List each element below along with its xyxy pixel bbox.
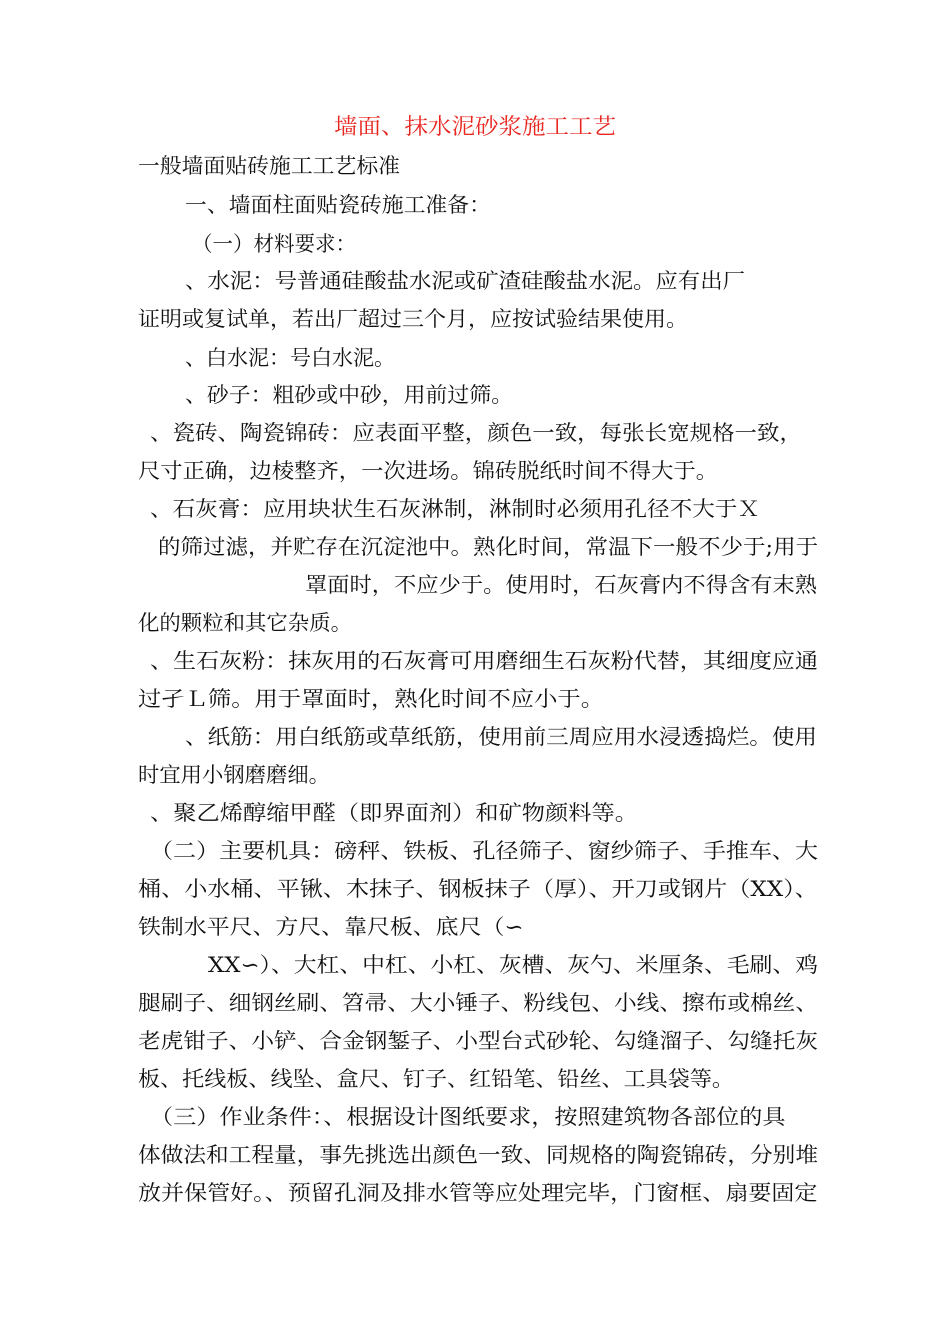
paragraph-line: 桶、小水桶、平锹、木抹子、钢板抹子（厚）、开刀或钢片（XX）、 [138,877,818,901]
paragraph-line: 、白水泥：号白水泥。 [185,346,395,370]
paragraph-line: 、瓷砖、陶瓷锦砖：应表面平整，颜色一致，每张长宽规格一致， [150,421,802,445]
paragraph-line: 体做法和工程量，事先挑选出颜色一致、同规格的陶瓷锦砖，分别堆 [138,1143,819,1167]
paragraph-line: 、水泥：号普通硅酸盐水泥或矿渣硅酸盐水泥。应有出厂 [185,269,745,293]
paragraph-line: 、砂子：粗砂或中砂，用前过筛。 [185,383,513,407]
paragraph-line: 化的颗粒和其它杂质。 [138,611,352,635]
paragraph-line: 、聚乙烯醇缩甲醛（即界面剂）和矿物颜料等。 [150,801,638,825]
paragraph-line: 老虎钳子、小铲、合金钢錾子、小型台式砂轮、勾缝溜子、勾缝托灰 [138,1029,819,1053]
section-heading: 一般墙面贴砖施工工艺标准 [138,154,400,178]
paragraph-line: XX∽）、大杠、中杠、小杠、灰槽、灰勺、米厘条、毛刷、鸡 [208,953,818,977]
paragraph-line: 的筛过滤，并贮存在沉淀池中。熟化时间，常温下一般不少于;用于 [158,535,819,559]
paragraph-line: 过孑Ｌ筛。用于罩面时，熟化时间不应小于。 [138,687,604,711]
paragraph-line: 放并保管好。、预留孔洞及排水管等应处理完毕，门窗框、扇要固定 [138,1181,818,1205]
paragraph-line: 时宜用小钢磨磨细。 [138,763,330,787]
paragraph-line: （三）作业条件：、根据设计图纸要求，按照建筑物各部位的具 [150,1105,786,1129]
paragraph-line: （二）主要机具：磅秤、铁板、孔径筛子、窗纱筛子、手推车、大 [150,839,818,863]
paragraph-line: 证明或复试单，若出厂超过三个月，应按试验结果使用。 [138,307,688,331]
paragraph-line: 、石灰膏：应用块状生石灰淋制，淋制时必须用孔径不大于Ｘ [150,497,760,521]
paragraph-line: 罩面时，不应少于。使用时，石灰膏内不得含有末熟 [305,573,817,597]
paragraph-line: 尺寸正确，边棱整齐，一次进场。锦砖脱纸时间不得大于。 [138,459,718,483]
paragraph-line: 板、托线板、线坠、盒尺、钉子、红铅笔、铅丝、工具袋等。 [138,1067,734,1091]
paragraph-line: 、纸筋：用白纸筋或草纸筋，使用前三周应用水浸透捣烂。使用 [185,725,817,749]
paragraph-line: 、生石灰粉：抹灰用的石灰膏可用磨细生石灰粉代替，其细度应通 [150,649,818,673]
subsection-heading: （一）材料要求： [192,232,356,256]
paragraph-line: 腿刷子、细钢丝刷、笤帚、大小锤子、粉线包、小线、擦布或棉丝、 [138,991,819,1015]
subsection-heading: 一、墙面柱面贴瓷砖施工准备： [185,193,491,217]
document-title: 墙面、抹水泥砂浆施工工艺 [333,115,616,140]
paragraph-line: 铁制水平尺、方尺、靠尺板、底尺（∽ [138,915,524,939]
